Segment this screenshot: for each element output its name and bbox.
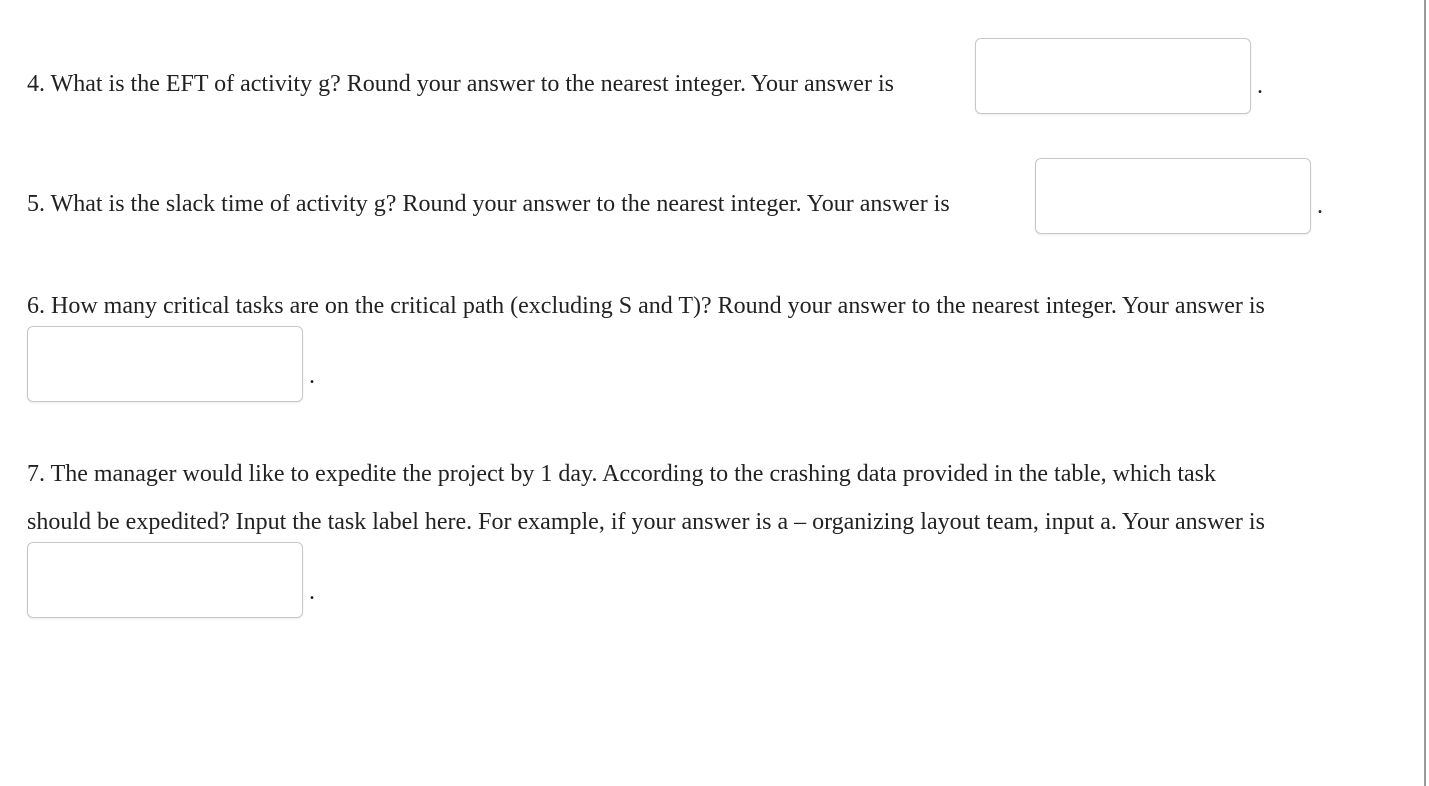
question-7-answer-input[interactable] (27, 542, 303, 618)
question-5-answer-input[interactable] (1035, 158, 1311, 234)
question-7-text-line1: 7. The manager would like to expedite the project by 1 day. According to the crashing data provided in the table, which task (27, 461, 1216, 487)
question-4-period: . (1257, 73, 1263, 99)
question-7-text-line2: should be expedited? Input the task label here. For example, if your answer is a – organizing layout team, input a. Your answer is (27, 509, 1265, 535)
question-6-period: . (309, 363, 315, 389)
question-6-answer-input[interactable] (27, 326, 303, 402)
question-4-answer-input[interactable] (975, 38, 1251, 114)
question-4-text: 4. What is the EFT of activity g? Round your answer to the nearest integer. Your answer is (27, 71, 894, 97)
page-right-border (1424, 0, 1426, 786)
question-7-period: . (309, 579, 315, 605)
question-6-text: 6. How many critical tasks are on the critical path (excluding S and T)? Round your answer to the nearest integer. Your answer is (27, 293, 1265, 319)
question-5-period: . (1317, 193, 1323, 219)
question-5-text: 5. What is the slack time of activity g? Round your answer to the nearest integer. Your answer is (27, 191, 950, 217)
